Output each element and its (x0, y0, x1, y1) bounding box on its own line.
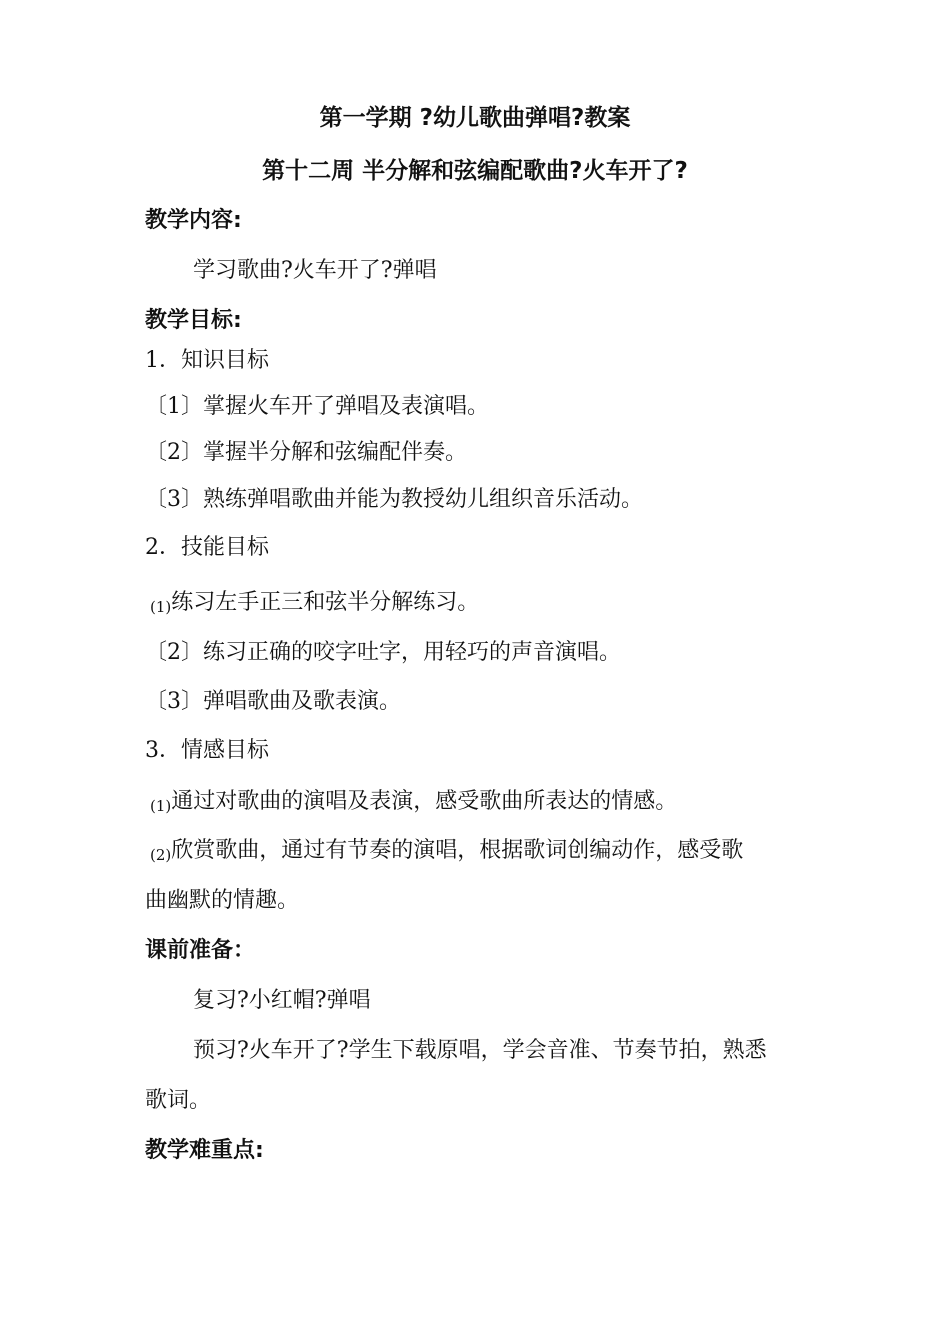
skill-goal-item-text: 练习左手正三和弦半分解练习。 (171, 590, 480, 615)
emotion-goal-item-number: (2) (150, 846, 172, 864)
prep-text: 复习?小红帽?弹唱 (193, 988, 371, 1013)
knowledge-goal-item: 〔1〕掌握火车开了弹唱及表演唱。 (145, 394, 489, 419)
knowledge-goal-item: 〔3〕熟练弹唱歌曲并能为教授幼儿组织音乐活动。 (145, 487, 643, 512)
skill-goal-item-number: (1) (150, 598, 172, 616)
emotion-goal-item (150, 789, 677, 819)
section-heading-goals: 教学目标: (145, 308, 242, 333)
skill-goal-item (150, 590, 479, 620)
section-heading-content: 教学内容: (145, 208, 242, 233)
skill-goal-item: 〔2〕练习正确的咬字吐字，用轻巧的声音演唱。 (145, 640, 621, 665)
document-title: 第一学期 ?幼儿歌曲弹唱?教案 (319, 105, 631, 131)
content-text: 学习歌曲?火车开了?弹唱 (193, 258, 437, 283)
section-heading-prep: 课前准备： (145, 938, 256, 963)
skill-goal-item: 〔3〕弹唱歌曲及歌表演。 (145, 689, 401, 714)
emotion-goal-item-number: (1) (150, 797, 172, 815)
emotion-goal-item-text: 欣赏歌曲，通过有节奏的演唱，根据歌词创编动作，感受歌 (171, 838, 744, 863)
prep-text: 歌词。 (145, 1088, 212, 1113)
knowledge-goal-item: 〔2〕掌握半分解和弦编配伴奏。 (145, 440, 467, 465)
prep-text: 预习?火车开了?学生下载原唱，学会音准、节奏节拍，熟悉 (193, 1038, 767, 1063)
skill-goal-title: 2．技能目标 (145, 535, 269, 560)
emotion-goal-item (150, 838, 743, 868)
section-heading-difficulty: 教学难重点: (145, 1138, 264, 1163)
document-subtitle: 第十二周 半分解和弦编配歌曲?火车开了? (262, 158, 688, 184)
emotion-goal-title: 3．情感目标 (145, 738, 269, 763)
knowledge-goal-title: 1．知识目标 (145, 348, 269, 373)
emotion-goal-continuation: 曲幽默的情趣。 (145, 888, 300, 913)
emotion-goal-item-text: 通过对歌曲的演唱及表演，感受歌曲所表达的情感。 (171, 789, 678, 814)
